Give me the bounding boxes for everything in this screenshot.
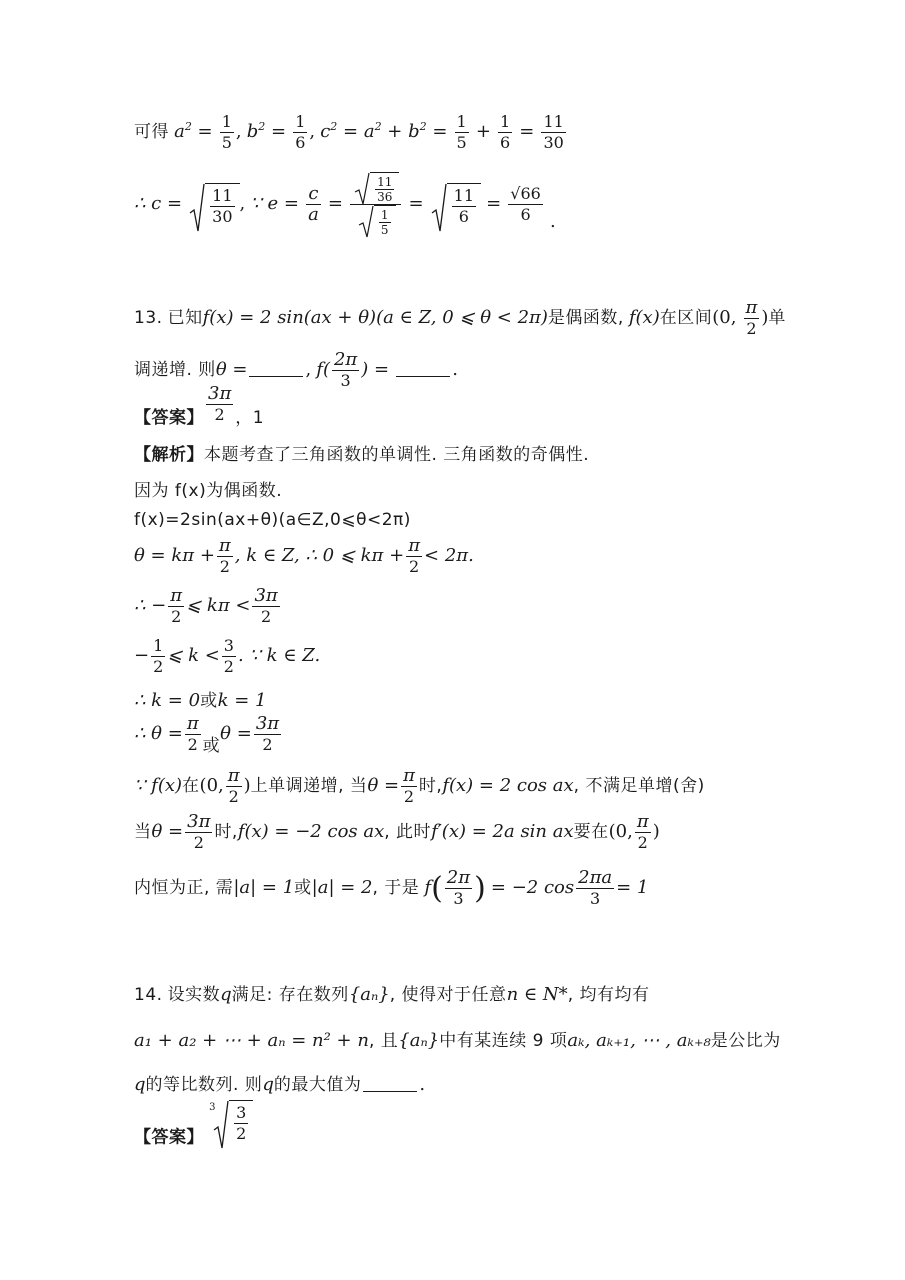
answer-blank-3 xyxy=(363,1091,417,1092)
fraction-2pia-3: $\frac{2\pi a}{3}$ xyxy=(578,867,613,908)
fraction-1-5b: $\frac{1}{5}$ xyxy=(456,112,467,152)
analysis-text: 本题考查了三角函数的单调性. 三角函数的奇偶性. xyxy=(204,445,590,465)
text-increasing: 调递增. 则 xyxy=(134,360,216,380)
fraction-1-2: $\frac{1}{2}$ xyxy=(153,636,164,676)
answer-13 xyxy=(134,384,264,428)
answer-blank-2 xyxy=(396,376,450,377)
fraction-3pi-2-b: $\frac{3\pi}{2}$ xyxy=(254,585,278,626)
answer-label-14: 【答案】 xyxy=(134,1127,204,1148)
fraction-2pi-3: $\frac{2\pi}{3}$ xyxy=(333,349,358,390)
fraction-1-5: $\frac{1}{5}$ xyxy=(221,112,232,152)
derivation-line-2: ∴ c = $\frac{11}{30}$ , ∵ e = $\frac{c}{a}$ = $\frac{\frac{11}{36}}{\frac{1}{5}}$ = $\frac{11}{6}$ = $\frac{√66}{6}$ . xyxy=(134,172,556,237)
derivation-line-1: 可得 $a^2$ = $\frac{1}{5}$ , $b^2$ = $\frac{1}{6}$ , $c^2 = a^2 + b^2$ = $\frac{1}{5}$ + $\frac{1}{6}$ = $\frac{11}{30}$ xyxy=(134,112,564,152)
answer-blank-1 xyxy=(249,376,303,377)
fraction-c-a: $\frac{c}{a}$ xyxy=(308,183,319,225)
q14-line-2: a₁ + a₂ + ⋯ + aₙ = n² + n, 且{aₙ}中有某连续 9 项aₖ, aₖ₊₁, ⋯ , aₖ₊₈是公比为 xyxy=(134,1030,781,1051)
sqrt-11-30: $\frac{11}{30}$ xyxy=(189,183,239,227)
analysis-line-2 xyxy=(134,510,411,530)
fraction-3pi-2-d: $\frac{3\pi}{2}$ xyxy=(187,811,211,852)
fraction-pi-2-e: $\frac{\pi}{2}$ xyxy=(227,765,240,806)
fraction-pi-2: $\frac{\pi}{2}$ xyxy=(745,297,758,338)
analysis-line-4: ∴ − $\frac{\pi}{2}$ ⩽ kπ < $\frac{3\pi}{2}$ xyxy=(134,585,278,626)
fraction-3pi-2: $\frac{3\pi}{2}$ xyxy=(208,383,232,424)
analysis-line-5: − $\frac{1}{2}$ ⩽ k < $\frac{3}{2}$ . ∵ k ∈ Z. xyxy=(134,636,321,676)
math-therefore-c: ∴ c = xyxy=(134,193,183,214)
fraction-1-6b: $\frac{1}{6}$ xyxy=(500,112,511,152)
analysis-line-6: ∴ k = 0或k = 1 xyxy=(134,690,267,711)
math-f-definition: f(x) = 2 sin(ax + θ)(a ∈ Z, 0 ⩽ θ < 2π) xyxy=(202,307,548,328)
fraction-1-6: $\frac{1}{6}$ xyxy=(295,112,306,152)
math-c2-eq: $c^2 = a^2 + b^2$ = xyxy=(320,120,448,142)
analysis-line-3: θ = kπ + $\frac{\pi}{2}$ , k ∈ Z, ∴ 0 ⩽ kπ + $\frac{\pi}{2}$ < 2π. xyxy=(134,535,474,576)
fraction-sqrt66-6: $\frac{√66}{6}$ xyxy=(510,184,541,224)
analysis-line-8: ∵ f(x)在(0, $\frac{\pi}{2}$ )上单调递增, 当θ = $\frac{\pi}{2}$ 时,f(x) = 2 cos ax, 不满足单增(舍) xyxy=(134,765,705,806)
fraction-pi-2-g: $\frac{\pi}{2}$ xyxy=(636,811,649,852)
q14-line-3: q的等比数列. 则q的最大值为 . xyxy=(134,1074,426,1095)
analysis-header xyxy=(134,440,589,465)
math-b2: $b^2$ = xyxy=(246,120,287,142)
fraction-pi-2-d: $\frac{\pi}{2}$ xyxy=(186,713,199,754)
fraction-pi-2-a: $\frac{\pi}{2}$ xyxy=(218,535,231,576)
text-f-definition: f(x)=2sin(ax+θ)(a∈Z,0⩽θ<2π) xyxy=(134,510,411,530)
math-theta-eq: θ = xyxy=(215,359,248,380)
analysis-line-7: ∴ θ = $\frac{\pi}{2}$ 或θ = $\frac{3\pi}{2}$ xyxy=(134,713,280,756)
analysis-line-1 xyxy=(134,476,282,501)
text-known: 已知 xyxy=(167,308,203,328)
math-fx: f(x) xyxy=(628,307,660,328)
fraction-3pi-2-c: $\frac{3\pi}{2}$ xyxy=(255,713,280,754)
analysis-line-9: 当θ = $\frac{3\pi}{2}$ 时,f(x) = −2 cos ax, 此时f′(x) = 2a sin ax要在(0, $\frac{\pi}{2}$ ) xyxy=(134,811,660,852)
q14-line-1: 14. 设实数q满足: 存在数列{aₙ}, 使得对于任意n ∈ N*, 均有均有 xyxy=(134,984,650,1005)
analysis-line-10: 内恒为正, 需|a| = 1或|a| = 2, 于是 f( $\frac{2\pi}{3}$ ) = −2 cos $\frac{2\pi a}{3}$ = 1 xyxy=(134,867,649,908)
analysis-label: 【解析】 xyxy=(134,445,204,465)
text-even-function: 因为 f(x)为偶函数. xyxy=(134,481,283,501)
math-because-e: ∵ e = xyxy=(250,193,299,214)
text-prefix: 可得 xyxy=(134,122,169,142)
answer-14 xyxy=(134,1100,253,1148)
q14-number: 14. xyxy=(134,985,163,1005)
fraction-pi-2-c: $\frac{\pi}{2}$ xyxy=(170,585,183,626)
sqrt-11-6: $\frac{11}{6}$ xyxy=(431,183,481,227)
cube-root-3-2: 3 $\frac{3}{2}$ xyxy=(209,1100,253,1144)
fraction-pi-2-f: $\frac{\pi}{2}$ xyxy=(403,765,415,806)
fraction-sqrt-ratio: $\frac{\frac{11}{36}}{\frac{1}{5}}$ xyxy=(350,172,401,237)
fraction-11-30: $\frac{11}{30}$ xyxy=(543,112,564,152)
fraction-3-2: $\frac{3}{2}$ xyxy=(223,636,234,676)
q13-line-2: 调递增. 则θ = , f( $\frac{2\pi}{3}$ ) = . xyxy=(134,349,458,390)
answer-label: 【答案】 xyxy=(134,408,204,428)
text-interval: 在区间 xyxy=(659,308,713,328)
q13-line-1: 13. 已知f(x) = 2 sin(ax + θ)(a ∈ Z, 0 ⩽ θ < 2π)是偶函数, f(x)在区间(0, $\frac{\pi}{2}$ )单 xyxy=(134,297,786,338)
fraction-pi-2-b: $\frac{\pi}{2}$ xyxy=(408,535,421,576)
fraction-2pi-3-b: $\frac{2\pi}{3}$ xyxy=(446,867,471,908)
q13-number: 13. xyxy=(134,308,163,328)
math-a2: $a^2$ = xyxy=(174,120,213,142)
answer-rest: ，1 xyxy=(235,408,265,428)
text-is-even: 是偶函数, xyxy=(547,308,624,328)
